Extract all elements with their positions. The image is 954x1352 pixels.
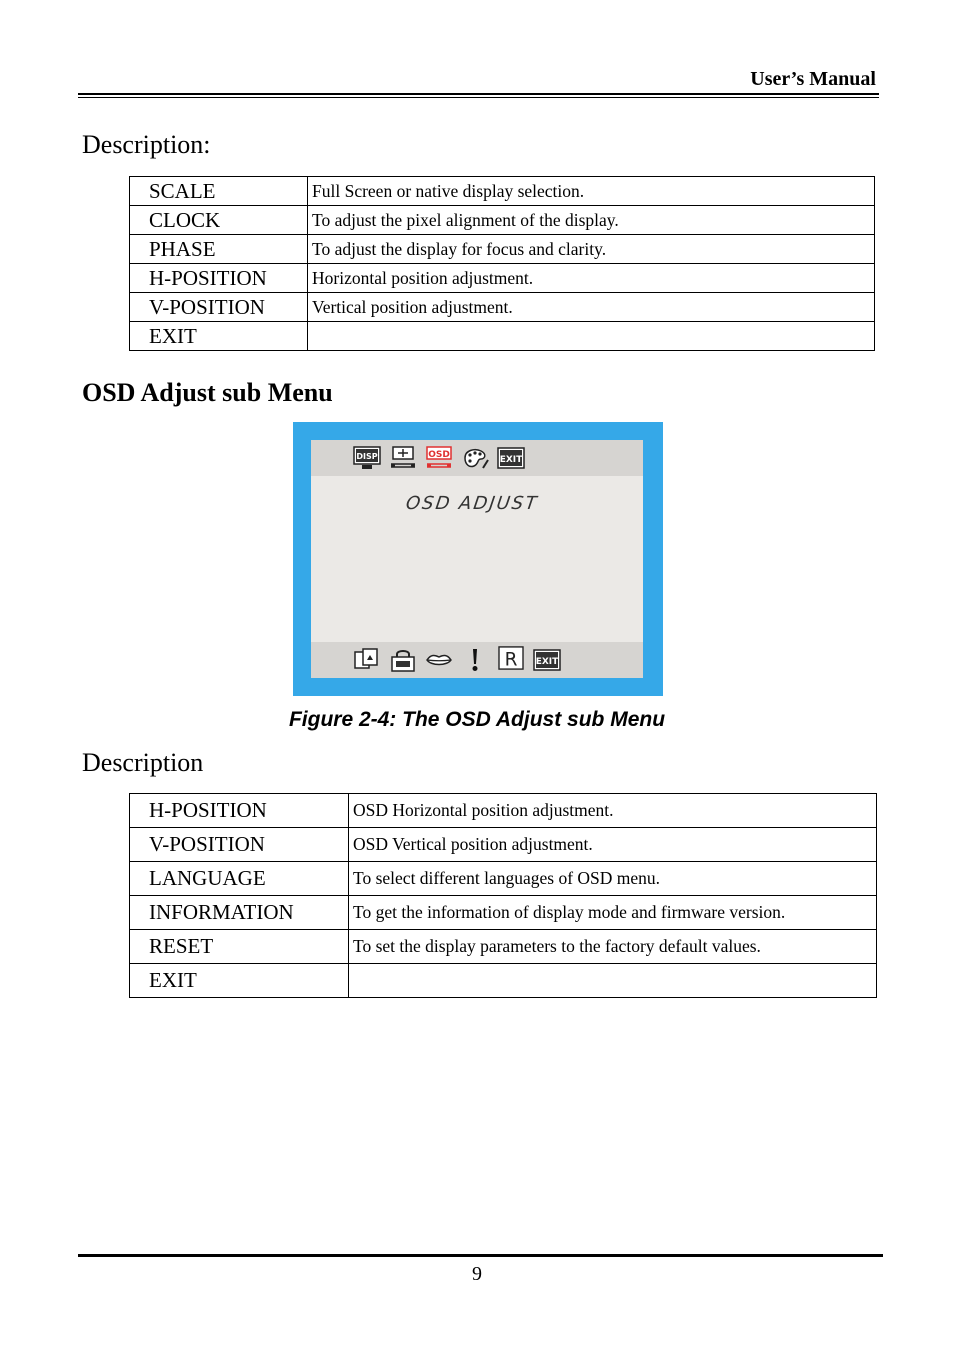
row-name: EXIT <box>130 964 349 998</box>
display-icon <box>353 446 381 470</box>
row-description <box>349 964 877 998</box>
row-name: INFORMATION <box>130 896 349 930</box>
row-name: V-POSITION <box>130 828 349 862</box>
image-adjust-icon <box>389 446 417 470</box>
section2-heading: OSD Adjust sub Menu <box>82 378 333 407</box>
table-row <box>130 293 875 322</box>
osd-screen <box>311 440 643 678</box>
exit-icon <box>533 648 561 672</box>
osd-adjust-figure <box>293 422 663 696</box>
osd-bottom-icon-bar <box>311 642 643 678</box>
table-row <box>130 896 877 930</box>
row-description: Vertical position adjustment. <box>308 293 875 322</box>
figure-caption: Figure 2-4: The OSD Adjust sub Menu <box>288 708 666 731</box>
row-name: RESET <box>130 930 349 964</box>
row-description: Horizontal position adjustment. <box>308 264 875 293</box>
osd-menu-label: OSD ADJUST <box>404 493 540 514</box>
svg-text:R: R <box>504 649 518 670</box>
row-name: LANGUAGE <box>130 862 349 896</box>
svg-text:EXIT: EXIT <box>499 455 523 465</box>
table-row <box>130 828 877 862</box>
page-number: 9 <box>472 1263 482 1285</box>
row-name: PHASE <box>130 235 308 264</box>
osd-icon <box>425 446 453 470</box>
table-row <box>130 794 877 828</box>
header-title: User’s Manual <box>750 68 876 90</box>
row-name: V-POSITION <box>130 293 308 322</box>
row-description: To adjust the pixel alignment of the display. <box>308 206 875 235</box>
table-row <box>130 964 877 998</box>
row-description: OSD Vertical position adjustment. <box>349 828 877 862</box>
row-name: CLOCK <box>130 206 308 235</box>
row-description: To set the display parameters to the factory default values. <box>349 930 877 964</box>
section1-heading: Description: <box>82 130 211 159</box>
table-row <box>130 177 875 206</box>
description-table-osd <box>129 793 877 998</box>
osd-top-icon-bar <box>311 440 643 476</box>
section3-heading: Description <box>82 748 204 777</box>
table-row <box>130 235 875 264</box>
row-name: EXIT <box>130 322 308 351</box>
footer-rule <box>78 1254 883 1257</box>
header-rule <box>78 93 879 95</box>
row-description: To adjust the display for focus and clarity. <box>308 235 875 264</box>
row-description: Full Screen or native display selection. <box>308 177 875 206</box>
color-palette-icon <box>461 446 489 470</box>
language-lips-icon <box>425 648 453 672</box>
svg-text:OSD: OSD <box>428 450 450 460</box>
table-row <box>130 862 877 896</box>
row-description: To select different languages of OSD menu. <box>349 862 877 896</box>
table-row <box>130 206 875 235</box>
header-rule-thin <box>78 97 879 98</box>
table-row <box>130 264 875 293</box>
reset-icon <box>497 646 525 670</box>
information-icon <box>461 648 489 672</box>
table-row <box>130 930 877 964</box>
row-description: OSD Horizontal position adjustment. <box>349 794 877 828</box>
row-description <box>308 322 875 351</box>
osd-lock-icon <box>389 648 417 672</box>
description-table-adjust <box>129 176 875 351</box>
osd-position-icon <box>353 648 381 672</box>
row-name: H-POSITION <box>130 264 308 293</box>
exit-icon <box>497 446 525 470</box>
svg-text:DISP: DISP <box>356 452 378 461</box>
row-description: To get the information of display mode and firmware version. <box>349 896 877 930</box>
svg-text:EXIT: EXIT <box>535 657 559 667</box>
row-name: H-POSITION <box>130 794 349 828</box>
row-name: SCALE <box>130 177 308 206</box>
table-row <box>130 322 875 351</box>
